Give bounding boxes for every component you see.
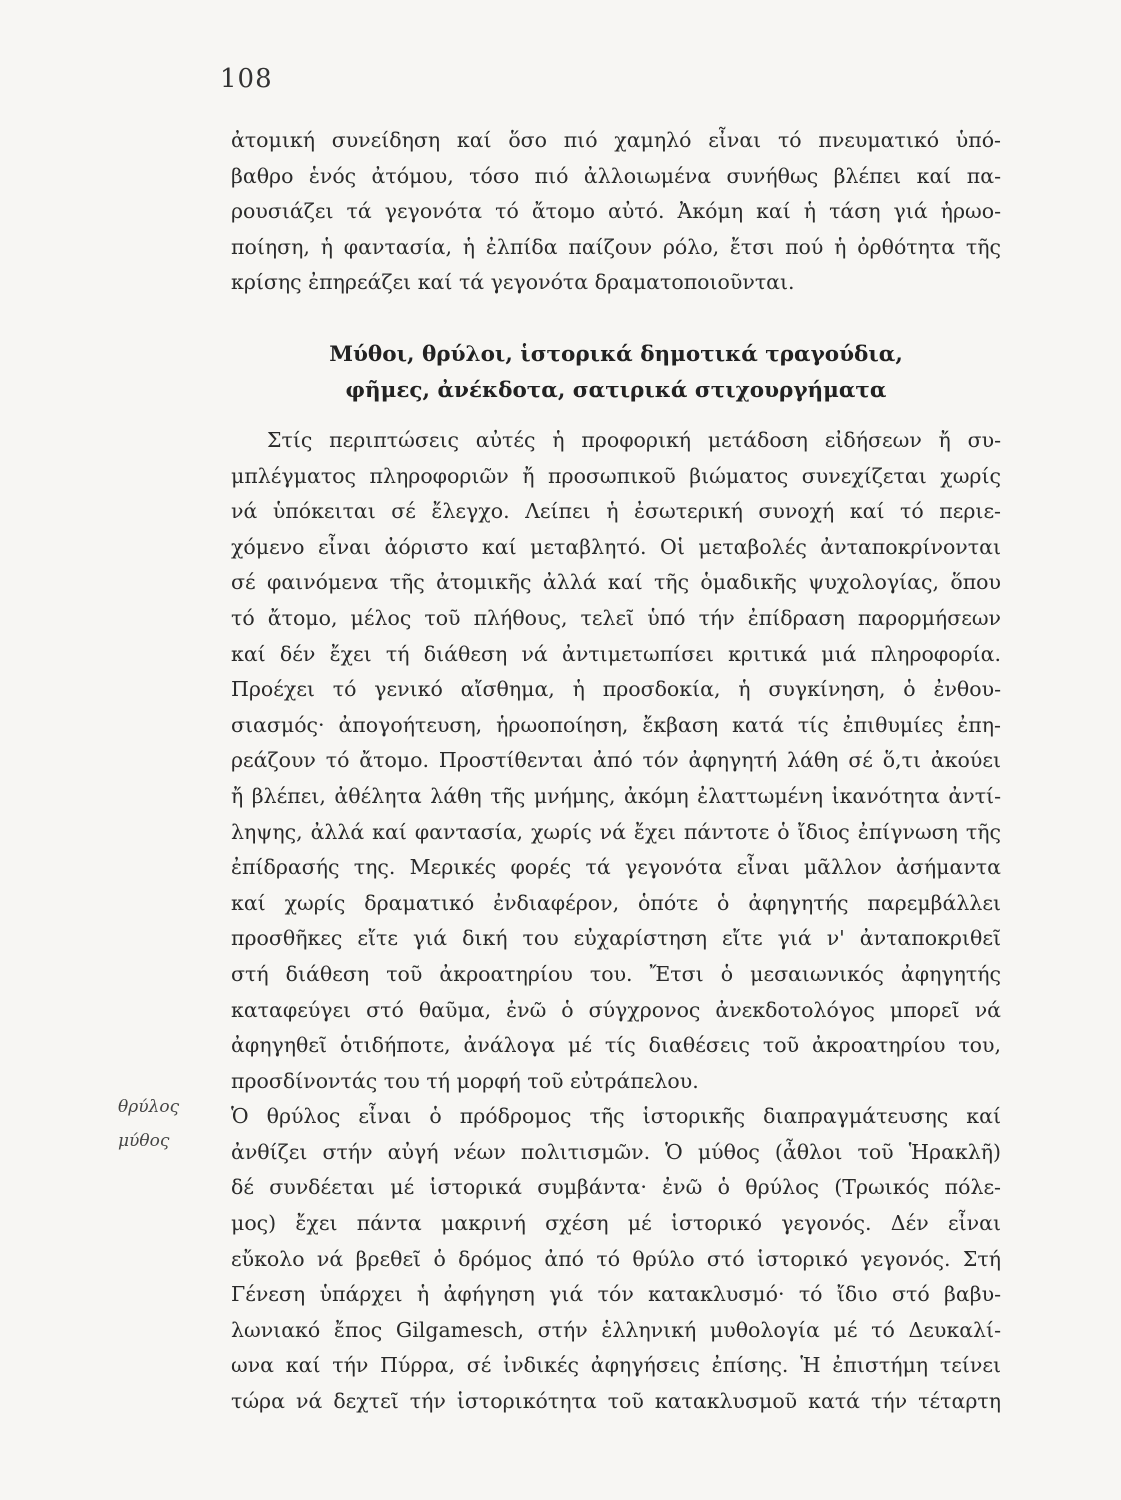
- text-line: Στίς περιπτώσεις αὐτές ἡ προφορική μετάδοση εἰδήσεων ἤ συ-: [267, 428, 1001, 452]
- text-line: καταφεύγει στό θαῦμα, ἐνῶ ὁ σύγχρονος ἀνεκδοτολόγος μπορεῖ νά: [231, 997, 1001, 1022]
- text-line: χόμενο εἶναι ἀόριστο καί μεταβλητό. Οἱ μεταβολές ἀνταποκρίνονται: [231, 534, 1001, 559]
- text-line: τώρα νά δεχτεῖ τήν ἱστορικότητα τοῦ κατακλυσμοῦ κατά τήν τέταρτη: [231, 1389, 1001, 1414]
- margin-note-thrylos: θρύλος: [118, 1097, 180, 1117]
- text-line: προσδίνοντάς του τή μορφή τοῦ εὐτράπελου.: [231, 1068, 699, 1093]
- text-line: λωνιακό ἔπος Gilgamesch, στήν ἑλληνική μυθολογία μέ τό Δευκαλί-: [231, 1317, 1001, 1342]
- text-line: βαθρο ἑνός ἀτόμου, τόσο πιό ἀλλοιωμένα συνήθως βλέπει καί πα-: [231, 163, 1001, 188]
- text-line: καί χωρίς δραματικό ἐνδιαφέρον, ὁπότε ὁ ἀφηγητής παρεμβάλλει: [231, 890, 1001, 915]
- text-line: ρεάζουν τό ἄτομο. Προστίθενται ἀπό τόν ἀφηγητή λάθη σέ ὅ,τι ἀκούει: [231, 748, 1001, 773]
- body-text: [231, 423, 1001, 1420]
- text-line: καί δέν ἔχει τή διάθεση νά ἀντιμετωπίσει κριτικά μιά πληροφορία.: [231, 641, 1001, 666]
- text-line: ωνα καί τήν Πύρρα, σέ ἰνδικές ἀφηγήσεις ἐπίσης. Ἡ ἐπιστήμη τείνει: [231, 1353, 1001, 1378]
- text-line: Γένεση ὑπάρχει ἡ ἀφήγηση γιά τόν κατακλυσμό· τό ἴδιο στό βαβυ-: [231, 1282, 1001, 1307]
- text-line: νά ὑπόκειται σέ ἔλεγχο. Λείπει ἡ ἐσωτερική συνοχή καί τό περιε-: [231, 499, 1001, 524]
- text-line: ἀτομική συνείδηση καί ὅσο πιό χαμηλό εἶναι τό πνευματικό ὑπό-: [231, 128, 1001, 152]
- text-line: δέ συνδέεται μέ ἱστορικά συμβάντα· ἐνῶ ὁ θρύλος (Τρωικός πόλε-: [231, 1175, 1001, 1200]
- text-line: τό ἄτομο, μέλος τοῦ πλήθους, τελεῖ ὑπό τήν ἐπίδραση παρορμήσεων: [231, 605, 1001, 630]
- text-line: ἀφηγηθεῖ ὁτιδήποτε, ἀνάλογα μέ τίς διαθέσεις τοῦ ἀκροατηρίου του,: [231, 1033, 1001, 1058]
- margin-note-mythos: μύθος: [118, 1131, 170, 1151]
- text-line: Προέχει τό γενικό αἴσθημα, ἡ προσδοκία, ἡ συγκίνηση, ὁ ἐνθου-: [231, 677, 1001, 702]
- text-line: ληψης, ἀλλά καί φαντασία, χωρίς νά ἔχει πάντοτε ὁ ἴδιος ἐπίγνωση τῆς: [231, 819, 1001, 844]
- text-line: σιασμός· ἀπογοήτευση, ἡρωοποίηση, ἔκβαση κατά τίς ἐπιθυμίες ἐπη-: [231, 712, 1001, 737]
- text-line: ρουσιάζει τά γεγονότα τό ἄτομο αὐτό. Ἀκόμη καί ἡ τάση γιά ἡρωο-: [231, 199, 1001, 224]
- text-line: σέ φαινόμενα τῆς ἀτομικῆς ἀλλά καί τῆς ὁμαδικῆς ψυχολογίας, ὅπου: [231, 570, 1001, 595]
- text-line: μπλέγματος πληροφοριῶν ἤ προσωπικοῦ βιώματος συνεχίζεται χωρίς: [231, 463, 1001, 488]
- text-line: ποίηση, ἡ φαντασία, ἡ ἐλπίδα παίζουν ρόλο, ἔτσι πού ἡ ὀρθότητα τῆς: [231, 234, 1001, 259]
- section-heading-line-2: φῆμες, ἀνέκδοτα, σατιρικά στιχουργήματα: [345, 378, 887, 403]
- text-line: κρίσης ἐπηρεάζει καί τά γεγονότα δραματοποιοῦνται.: [231, 270, 795, 295]
- section-heading-line-1: Μύθοι, θρύλοι, ἱστορικά δημοτικά τραγούδια,: [329, 342, 903, 367]
- text-line: προσθῆκες εἴτε γιά δική του εὐχαρίστηση εἴτε γιά ν' ἀνταποκριθεῖ: [231, 926, 1001, 951]
- intro-paragraph: [231, 123, 1001, 301]
- text-line: εὔκολο νά βρεθεῖ ὁ δρόμος ἀπό τό θρύλο στό ἱστορικό γεγονός. Στή: [231, 1246, 1001, 1271]
- text-line: μος) ἔχει πάντα μακρινή σχέση μέ ἱστορικό γεγονός. Δέν εἶναι: [231, 1211, 1001, 1236]
- text-line: Ὁ θρύλος εἶναι ὁ πρόδρομος τῆς ἱστορικῆς διαπραγμάτευσης καί: [231, 1104, 1001, 1129]
- text-line: ἤ βλέπει, ἀθέλητα λάθη τῆς μνήμης, ἀκόμη ἐλαττωμένη ἱκανότητα ἀντί-: [231, 783, 1001, 808]
- text-line: στή διάθεση τοῦ ἀκροατηρίου του. Ἔτσι ὁ μεσαιωνικός ἀφηγητής: [231, 961, 1001, 986]
- text-line: ἐπίδρασής της. Μερικές φορές τά γεγονότα εἶναι μᾶλλον ἀσήμαντα: [231, 855, 1001, 880]
- section-heading: [231, 337, 1001, 409]
- text-line: ἀνθίζει στήν αὐγή νέων πολιτισμῶν. Ὁ μύθος (ἆθλοι τοῦ Ἡρακλῆ): [231, 1139, 1001, 1164]
- page-number: 108: [220, 64, 273, 94]
